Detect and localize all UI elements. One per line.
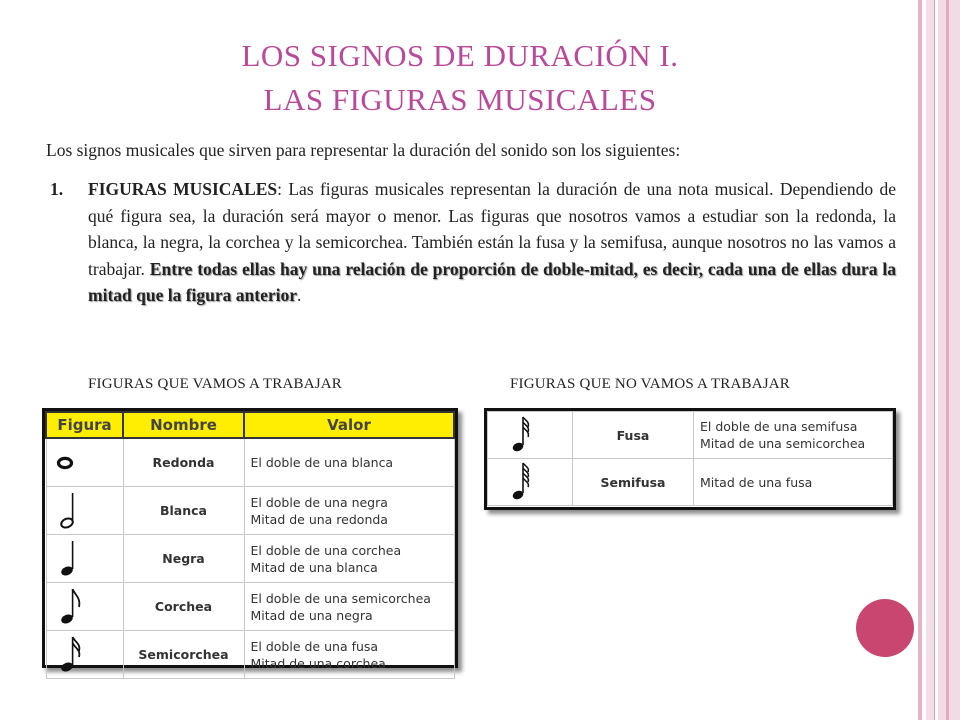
figure-name: Blanca (123, 487, 244, 535)
figure-name: Fusa (573, 412, 694, 459)
figure-name: Semifusa (573, 459, 694, 506)
table-row (488, 459, 893, 506)
decor-circle (856, 599, 914, 657)
table-row (46, 438, 454, 487)
header-figura: Figura (46, 412, 123, 438)
item-emphasis: Entre todas ellas hay una relación de proporción de doble-mitad, es decir, cada una de ellas dura la mitad que la figura anterior (88, 258, 896, 305)
page-title (70, 34, 850, 122)
figure-name: Semicorchea (123, 631, 244, 679)
sixty-fourth-note-icon (488, 459, 573, 506)
table-studied-figures (42, 408, 458, 671)
figure-value: El doble de una fusa Mitad de una corchea (244, 631, 454, 679)
figure-name: Corchea (123, 583, 244, 631)
list-number: 1. (50, 179, 64, 199)
decor-stripe (934, 0, 935, 720)
decor-stripe (946, 0, 949, 720)
item-text: : Las figuras musicales representan la duración de una nota musical. Dependiendo de qué figura sea, la duración será mayor o menor. Las figuras que nosotros vamos a estudiar son la redonda, la blanca, la negra, la corchea y la semicorchea. También están la fusa y la semifusa, aunque nosotros no las vamos a trabajar. (88, 179, 896, 279)
table-row (46, 535, 454, 583)
whole-note-icon (46, 438, 123, 487)
half-note-icon (46, 487, 123, 535)
table-header-row (46, 412, 454, 438)
decor-stripe (938, 0, 960, 720)
list-item-body (88, 176, 896, 309)
table-row (488, 412, 893, 459)
sixteenth-note-icon (46, 631, 123, 679)
item-end: . (297, 285, 302, 305)
figure-value: Mitad de una fusa (694, 459, 893, 506)
caption-not-studied: FIGURAS QUE NO VAMOS A TRABAJAR (510, 376, 791, 392)
figure-name: Redonda (123, 438, 244, 487)
figure-value: El doble de una semifusa Mitad de una semicorchea (694, 412, 893, 459)
table-row (46, 487, 454, 535)
figure-value: El doble de una blanca (244, 438, 454, 487)
table-row (46, 631, 454, 679)
quarter-note-icon (46, 535, 123, 583)
figure-value: El doble de una semicorchea Mitad de una negra (244, 583, 454, 631)
decor-stripe (918, 0, 922, 720)
intro-text: Los signos musicales que sirven para representar la duración del sonido son los siguientes: (46, 140, 681, 160)
title-line-1: LOS SIGNOS DE DURACIÓN I. (241, 38, 679, 73)
item-lead: FIGURAS MUSICALES (88, 179, 278, 199)
table-not-studied-figures (484, 408, 896, 510)
table-row (46, 583, 454, 631)
header-valor: Valor (244, 412, 454, 438)
eighth-note-icon (46, 583, 123, 631)
figure-value: El doble de una negra Mitad de una redonda (244, 487, 454, 535)
header-nombre: Nombre (123, 412, 244, 438)
caption-studied: FIGURAS QUE VAMOS A TRABAJAR (88, 376, 343, 392)
list-item (50, 176, 896, 309)
title-line-2: LAS FIGURAS MUSICALES (263, 82, 657, 117)
thirty-second-note-icon (488, 412, 573, 459)
figure-name: Negra (123, 535, 244, 583)
decor-stripe (926, 0, 934, 720)
figure-value: El doble de una corchea Mitad de una blanca (244, 535, 454, 583)
